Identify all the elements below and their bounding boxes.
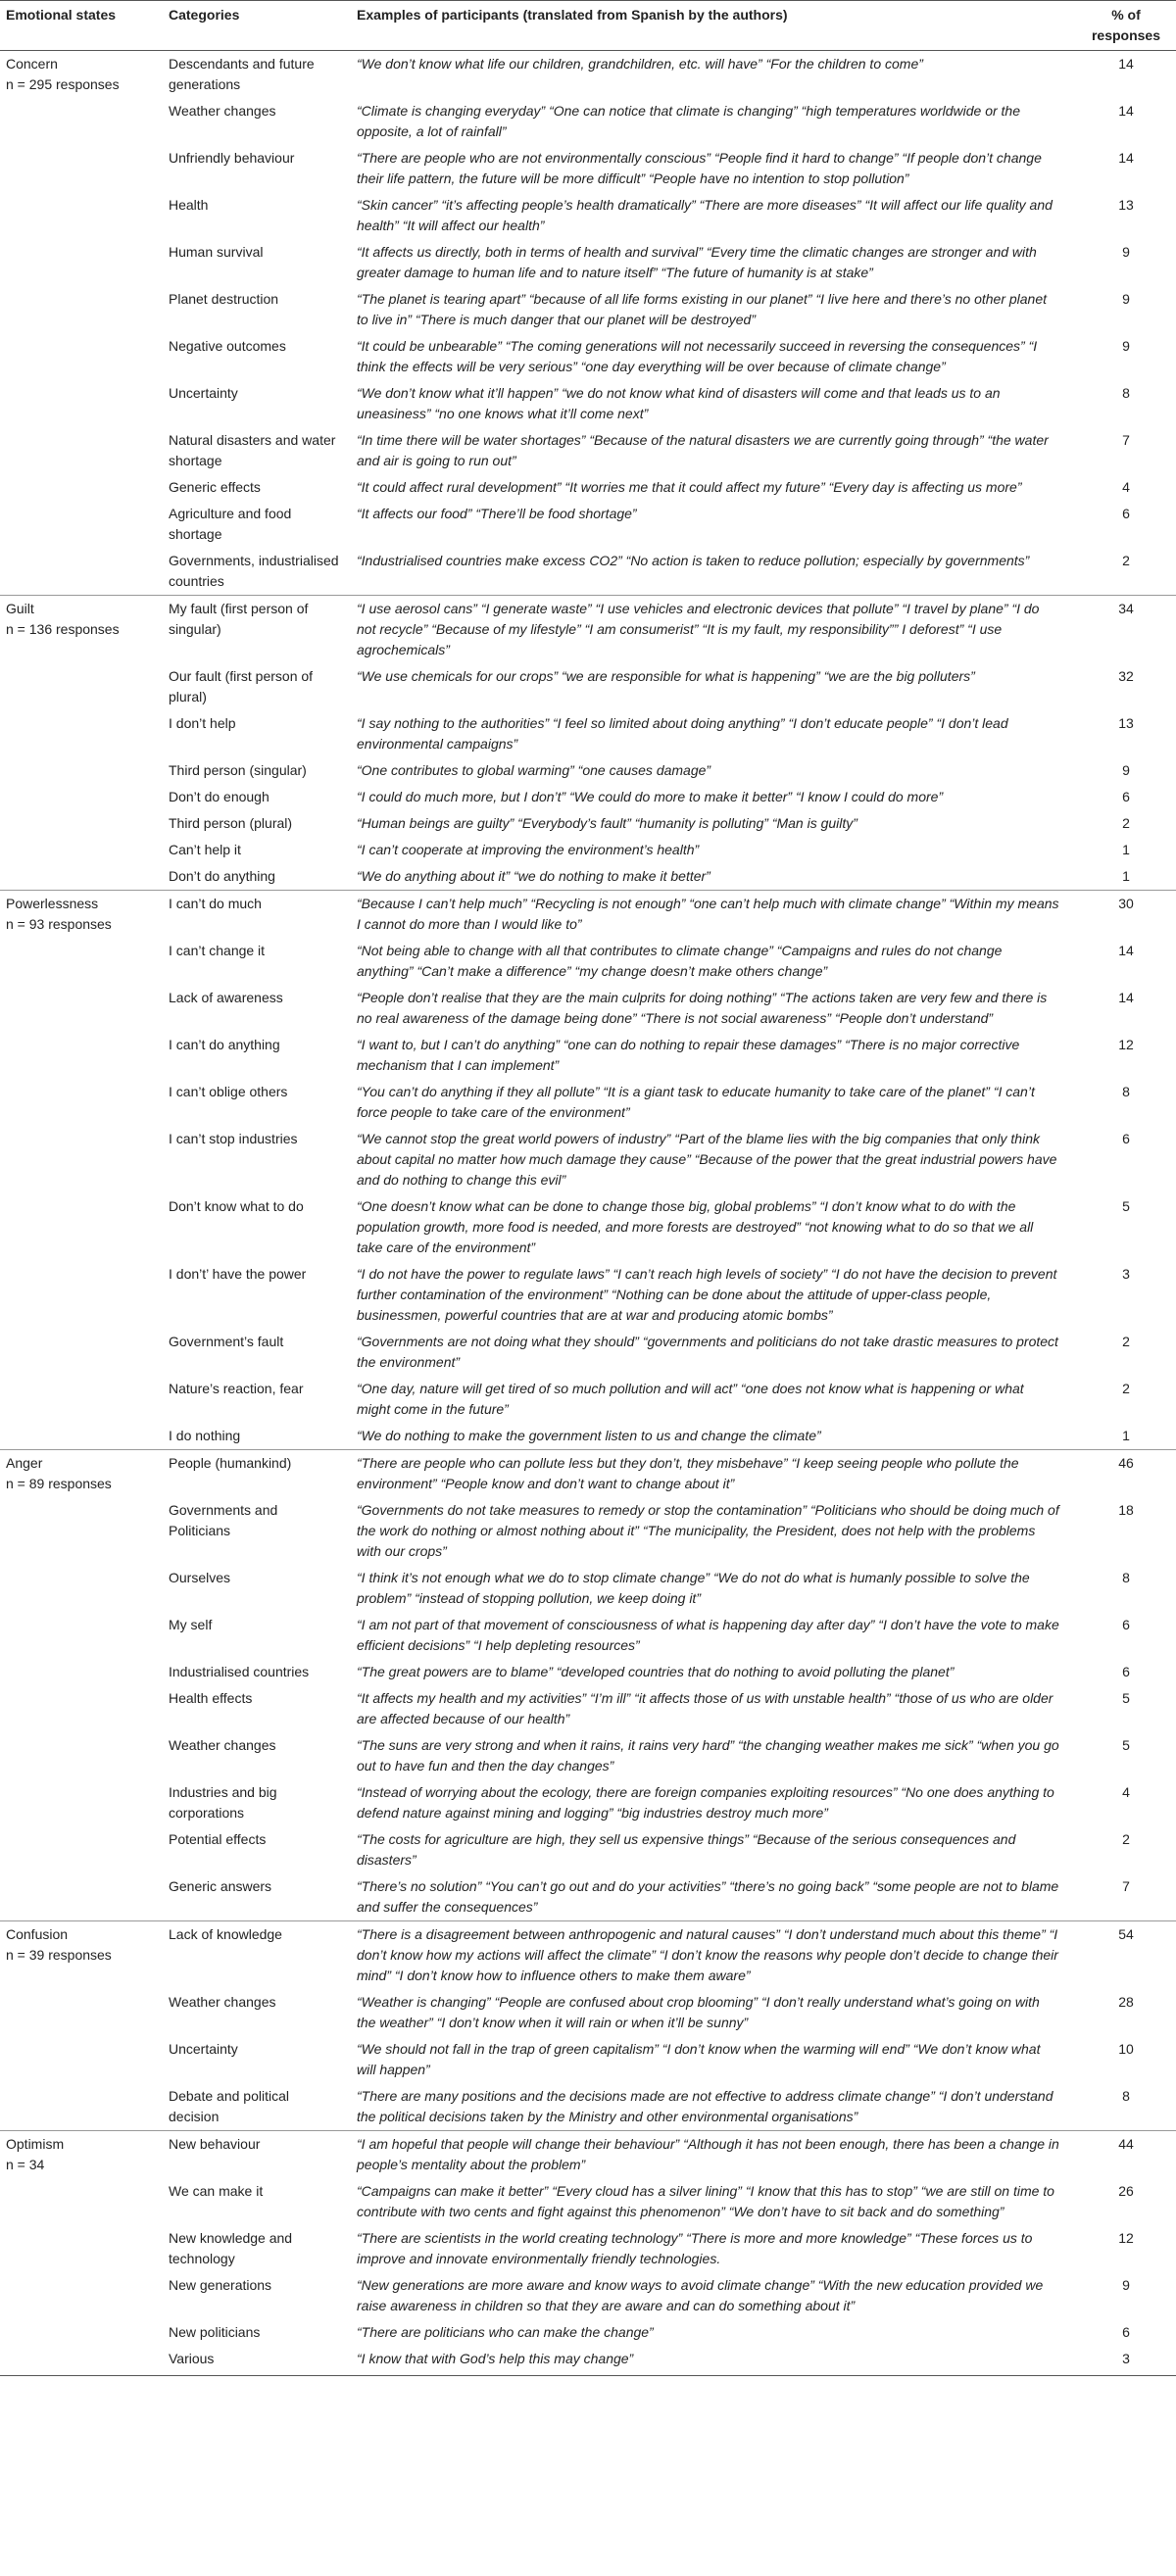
category-cell: Ourselves — [169, 1570, 231, 1585]
percent-responses-cell: 8 — [1122, 385, 1130, 401]
category-cell: Can’t help it — [169, 842, 241, 857]
percent-responses-cell: 2 — [1122, 815, 1130, 831]
percent-responses-cell: 4 — [1122, 479, 1130, 495]
emotional-state-cell — [0, 2319, 163, 2346]
emotional-state-cell — [0, 1921, 163, 1990]
emotional-state-cell — [0, 1873, 163, 1921]
emotional-state-count: n = 295 responses — [6, 76, 120, 92]
emotional-state-cell — [0, 145, 163, 192]
category-cell: Third person (plural) — [169, 815, 293, 831]
category-cell: We can make it — [169, 2183, 264, 2199]
emotional-state-name: Concern — [6, 56, 58, 72]
table-row — [0, 2083, 1176, 2131]
percent-responses-cell: 1 — [1122, 1428, 1130, 1443]
percent-responses-cell: 1 — [1122, 868, 1130, 884]
percent-responses-cell: 2 — [1122, 1831, 1130, 1847]
category-cell: I can’t do anything — [169, 1037, 280, 1052]
emotional-state-name: Powerlessness — [6, 896, 99, 911]
category-cell: I don’t’ have the power — [169, 1266, 307, 1282]
table-row — [0, 98, 1176, 145]
category-cell: Industries and big corporations — [169, 1784, 277, 1821]
category-cell: Potential effects — [169, 1831, 267, 1847]
percent-responses-cell: 46 — [1076, 1450, 1176, 1498]
category-cell: People (humankind) — [163, 1450, 351, 1498]
emotional-state-name: Confusion — [6, 1926, 69, 1942]
table-row — [0, 2272, 1176, 2319]
examples-cell: “I know that with God’s help this may change” — [351, 2346, 1076, 2376]
category-cell: Uncertainty — [169, 2041, 238, 2057]
examples-cell: “Governments do not take measures to remedy or stop the contamination” “Politicians who should be doing much of the work do nothing or almost nothing about it” “The municipality, the President, does not help with the problems with our crops” — [357, 1502, 1059, 1559]
percent-responses-cell: 5 — [1122, 1690, 1130, 1706]
emotional-state-cell — [0, 427, 163, 474]
category-cell: Planet destruction — [169, 291, 279, 307]
table-row — [0, 239, 1176, 286]
table-row — [0, 837, 1176, 863]
emotional-state-cell — [0, 1659, 163, 1685]
emotional-state-cell — [0, 985, 163, 1032]
percent-responses-cell: 2 — [1122, 1381, 1130, 1396]
emotional-state-count: n = 39 responses — [6, 1947, 112, 1963]
percent-responses-cell: 14 — [1118, 56, 1134, 72]
table-row — [0, 985, 1176, 1032]
emotional-state-cell — [0, 757, 163, 784]
table-row — [0, 1261, 1176, 1329]
percent-responses-cell: 54 — [1076, 1921, 1176, 1990]
table-row — [0, 863, 1176, 891]
emotional-state-count: n = 136 responses — [6, 621, 120, 637]
examples-cell: “I want to, but I can’t do anything” “one can do nothing to repair these damages” “There is no major corrective mechanism that I can implement” — [357, 1037, 1020, 1073]
emotional-state-cell — [0, 2178, 163, 2225]
percent-responses-cell: 9 — [1122, 2277, 1130, 2293]
percent-responses-cell: 8 — [1122, 1570, 1130, 1585]
emotional-state-cell — [0, 98, 163, 145]
emotional-state-cell — [0, 1376, 163, 1423]
category-cell: New politicians — [169, 2324, 261, 2340]
table-row — [0, 810, 1176, 837]
header-percent-responses — [1076, 1, 1176, 51]
category-cell: Health effects — [169, 1690, 253, 1706]
table-row — [0, 1126, 1176, 1193]
emotional-state-cell — [0, 2131, 163, 2179]
category-cell: New generations — [169, 2277, 272, 2293]
percent-responses-cell: 12 — [1118, 2230, 1134, 2246]
percent-responses-cell: 44 — [1076, 2131, 1176, 2179]
table-row — [0, 2319, 1176, 2346]
emotional-state-name: Anger — [6, 1455, 43, 1471]
percent-responses-cell: 5 — [1122, 1198, 1130, 1214]
percent-responses-cell: 3 — [1122, 1266, 1130, 1282]
emotional-state-count: n = 34 — [6, 2157, 45, 2172]
examples-cell: “I do not have the power to regulate laws” “I can’t reach high levels of society” “I do not have the decision to prevent further contamination of the environment” “Nothing can be done about the attitude of upper-class people, businessmen, powerful countries that are at war and producing atomic bombs” — [357, 1266, 1057, 1323]
percent-responses-cell: 7 — [1122, 1878, 1130, 1894]
category-cell: I do nothing — [169, 1428, 241, 1443]
examples-cell: “The suns are very strong and when it rains, it rains very hard” “the changing weather makes me sick” “when you go out to have fun and then the day changes” — [357, 1737, 1059, 1774]
table-row — [0, 1685, 1176, 1732]
table-row — [0, 1921, 1176, 1990]
category-cell: Unfriendly behaviour — [169, 150, 295, 166]
examples-cell: “The costs for agriculture are high, they sell us expensive things” “Because of the serious consequences and disasters” — [357, 1831, 1016, 1868]
emotional-state-cell — [0, 2346, 163, 2376]
table-row — [0, 1989, 1176, 2036]
table-row — [0, 784, 1176, 810]
emotional-state-cell — [0, 1732, 163, 1779]
emotional-state-cell — [0, 380, 163, 427]
examples-cell: “The planet is tearing apart” “because of all life forms existing in our planet” “I live here and there’s no other planet to live in” “There is much danger that our planet will be destroyed” — [357, 291, 1048, 327]
table-body — [0, 51, 1176, 2376]
category-cell: I can’t stop industries — [169, 1131, 298, 1146]
percent-responses-cell: 14 — [1118, 150, 1134, 166]
percent-responses-cell: 32 — [1118, 668, 1134, 684]
emotional-state-name: Optimism — [6, 2136, 65, 2152]
category-cell: Governments, industrialised countries — [169, 553, 339, 589]
table-row — [0, 1565, 1176, 1612]
table-row — [0, 1376, 1176, 1423]
category-cell: Our fault (first person of plural) — [169, 668, 314, 705]
examples-cell: “Skin cancer” “it’s affecting people’s health dramatically” “There are more diseases” “It will affect our life quality and health” “It will affect our health” — [357, 197, 1053, 233]
table-row — [0, 333, 1176, 380]
examples-cell: “I think it’s not enough what we do to stop climate change” “We do not do what is humanly possible to solve the problem” “instead of stopping pollution, we keep doing it” — [357, 1570, 1030, 1606]
emotional-state-cell — [0, 286, 163, 333]
category-cell: Nature’s reaction, fear — [169, 1381, 304, 1396]
emotional-state-cell — [0, 1032, 163, 1079]
category-cell: Weather changes — [169, 103, 276, 119]
examples-cell: “We don’t know what it’ll happen” “we do not know what kind of disasters will come and that leads us to an uneasiness” “no one knows what it’ll come next” — [357, 385, 1001, 421]
examples-cell: “We should not fall in the trap of green capitalism” “I don’t know when the warming will end” “We don’t know what will happen” — [357, 2041, 1041, 2077]
category-cell: Lack of awareness — [169, 990, 283, 1005]
table-row — [0, 1826, 1176, 1873]
percent-responses-cell: 9 — [1122, 244, 1130, 260]
category-cell: Natural disasters and water shortage — [169, 432, 336, 468]
examples-cell: “You can’t do anything if they all pollute” “It is a giant task to educate humanity to take care of the planet” “I can’t force people to take care of the environment” — [357, 1084, 1035, 1120]
emotional-state-cell — [0, 1497, 163, 1565]
percent-responses-cell: 6 — [1122, 789, 1130, 804]
examples-cell: “Human beings are guilty” “Everybody’s fault” “humanity is polluting” “Man is guilty” — [357, 815, 858, 831]
percent-responses-cell: 13 — [1118, 197, 1134, 213]
percent-responses-cell: 6 — [1122, 506, 1130, 521]
table-row — [0, 1873, 1176, 1921]
table-row — [0, 596, 1176, 664]
category-cell: Lack of knowledge — [163, 1921, 351, 1990]
category-cell: Generic effects — [169, 479, 261, 495]
examples-cell: “Climate is changing everyday” “One can notice that climate is changing” “high temperatures worldwide or the opposite, a lot of rainfall” — [357, 103, 1020, 139]
table-row — [0, 757, 1176, 784]
examples-cell: “We do anything about it” “we do nothing to make it better” — [357, 868, 710, 884]
category-cell: Uncertainty — [169, 385, 238, 401]
percent-responses-cell: 14 — [1118, 990, 1134, 1005]
emotional-state-cell — [0, 51, 163, 99]
emotional-state-count: n = 89 responses — [6, 1476, 112, 1491]
table-row — [0, 2131, 1176, 2179]
category-cell: Debate and political decision — [169, 2088, 289, 2124]
percent-responses-cell: 12 — [1118, 1037, 1134, 1052]
table-row — [0, 192, 1176, 239]
header-percent-line1: % of — [1111, 7, 1141, 23]
category-cell: Governments and Politicians — [169, 1502, 278, 1538]
emotional-state-cell — [0, 2083, 163, 2131]
table-row — [0, 474, 1176, 501]
table-row — [0, 1193, 1176, 1261]
category-cell: My fault (first person of singular) — [163, 596, 351, 664]
examples-cell: “Instead of worrying about the ecology, there are foreign companies exploiting resources” “No one does anything to defend nature against mining and logging” “big industries destroy much more” — [357, 1784, 1054, 1821]
percent-responses-cell: 6 — [1122, 1617, 1130, 1632]
examples-cell: “We cannot stop the great world powers of industry” “Part of the blame lies with the big companies that only think about capital no matter how much damage they cause” “Because of the power that the great industrial powers have and do nothing to change this evil” — [357, 1131, 1057, 1188]
percent-responses-cell: 9 — [1122, 338, 1130, 354]
table-row — [0, 1612, 1176, 1659]
percent-responses-cell: 2 — [1122, 553, 1130, 568]
examples-cell: “It affects us directly, both in terms of health and survival” “Every time the climatic changes are stronger and with greater damage to human life and to nature itself” “The future of humanity is at stake” — [357, 244, 1037, 280]
table-row — [0, 286, 1176, 333]
category-cell: I can’t do much — [163, 891, 351, 939]
table-row — [0, 380, 1176, 427]
percent-responses-cell: 14 — [1118, 103, 1134, 119]
emotional-state-cell — [0, 837, 163, 863]
category-cell: Human survival — [169, 244, 264, 260]
category-cell: Agriculture and food shortage — [169, 506, 292, 542]
examples-cell: “Campaigns can make it better” “Every cloud has a silver lining” “I know that this has to stop” “we are still on time to contribute with two cents and fight against this phenomenon” “We don’t have to sit back and do something” — [357, 2183, 1054, 2219]
percent-responses-cell: 5 — [1122, 1737, 1130, 1753]
examples-cell: “There are people who are not environmentally conscious” “People find it hard to change” “If people don’t change their life pattern, the future will be more difficult” “People have no intention to stop pollution” — [357, 150, 1042, 186]
emotional-state-cell — [0, 1079, 163, 1126]
table-row — [0, 51, 1176, 99]
emotional-state-cell — [0, 1685, 163, 1732]
emotional-state-cell — [0, 710, 163, 757]
emotional-state-cell — [0, 1329, 163, 1376]
examples-cell: “I use aerosol cans” “I generate waste” “I use vehicles and electronic devices that pollute” “I travel by plane” “I do not recycle” “Because of my lifestyle” “I am consumerist” “It is my fault, my responsibility”” I deforest” “I use agrochemicals” — [351, 596, 1076, 664]
emotional-state-cell — [0, 2272, 163, 2319]
table-row — [0, 891, 1176, 939]
category-cell: I don’t help — [169, 715, 236, 731]
examples-cell: “One doesn’t know what can be done to change those big, global problems” “I don’t know what to do with the population growth, more food is needed, and more forests are destroyed” “not knowing what to do so that we all take care of the environment” — [357, 1198, 1034, 1255]
emotional-state-cell — [0, 938, 163, 985]
category-cell: Generic answers — [169, 1878, 272, 1894]
emotional-state-cell — [0, 474, 163, 501]
table-row — [0, 2178, 1176, 2225]
table-row — [0, 1732, 1176, 1779]
percent-responses-cell: 6 — [1122, 1664, 1130, 1679]
emotional-state-cell — [0, 1450, 163, 1498]
table-row — [0, 938, 1176, 985]
percent-responses-cell: 3 — [1076, 2346, 1176, 2376]
table-row — [0, 1497, 1176, 1565]
table-row — [0, 1329, 1176, 1376]
examples-cell: “There are many positions and the decisions made are not effective to address climate change” “I don’t understand the political decisions taken by the Ministry and other environmental organisations” — [357, 2088, 1054, 2124]
emotional-state-cell — [0, 501, 163, 548]
table-row — [0, 145, 1176, 192]
emotional-state-cell — [0, 1989, 163, 2036]
category-cell: New knowledge and technology — [169, 2230, 293, 2266]
table-row — [0, 1079, 1176, 1126]
category-cell: New behaviour — [163, 2131, 351, 2179]
table-row — [0, 2036, 1176, 2083]
percent-responses-cell: 4 — [1122, 1784, 1130, 1800]
emotional-state-cell — [0, 784, 163, 810]
emotional-state-cell — [0, 333, 163, 380]
table-row — [0, 2225, 1176, 2272]
emotional-state-cell — [0, 663, 163, 710]
percent-responses-cell: 13 — [1118, 715, 1134, 731]
emotional-state-cell — [0, 1565, 163, 1612]
table-row — [0, 1032, 1176, 1079]
examples-cell: “I am not part of that movement of consciousness of what is happening day after day” “I don’t have the vote to make efficient decisions” “I help depleting resources” — [357, 1617, 1059, 1653]
emotional-state-cell — [0, 810, 163, 837]
examples-cell: “There are scientists in the world creating technology” “There is more and more knowledge” “These forces us to improve and innovate environmentally friendly technologies. — [357, 2230, 1033, 2266]
category-cell: Don’t do anything — [169, 868, 275, 884]
examples-cell: “There’s no solution” “You can’t go out and do your activities” “there’s no going back” “some people are not to blame and suffer the consequences” — [357, 1878, 1059, 1915]
emotional-state-cell — [0, 1779, 163, 1826]
percent-responses-cell: 10 — [1118, 2041, 1134, 2057]
category-cell: I can’t oblige others — [169, 1084, 288, 1099]
examples-cell: “I say nothing to the authorities” “I feel so limited about doing anything” “I don’t educate people” “I don’t lead environmental campaigns” — [357, 715, 1008, 752]
table-row — [0, 663, 1176, 710]
emotional-state-cell — [0, 1126, 163, 1193]
percent-responses-cell: 26 — [1118, 2183, 1134, 2199]
percent-responses-cell: 14 — [1118, 943, 1134, 958]
percent-responses-cell: 8 — [1122, 2088, 1130, 2104]
emotional-state-cell — [0, 1193, 163, 1261]
category-cell: Don’t know what to do — [169, 1198, 304, 1214]
percent-responses-cell: 30 — [1076, 891, 1176, 939]
category-cell: My self — [169, 1617, 213, 1632]
emotional-state-cell — [0, 239, 163, 286]
percent-responses-cell: 2 — [1122, 1334, 1130, 1349]
emotional-state-cell — [0, 596, 163, 664]
percent-responses-cell: 18 — [1118, 1502, 1134, 1518]
header-emotional-states: Emotional states — [0, 1, 163, 51]
percent-responses-cell: 7 — [1122, 432, 1130, 448]
examples-cell: “It affects my health and my activities” “I’m ill” “it affects those of us with unstable health” “those of us who are older are affected because of our health” — [357, 1690, 1054, 1726]
category-cell: Various — [163, 2346, 351, 2376]
examples-cell: “I could do much more, but I don’t” “We could do more to make it better” “I know I could do more” — [357, 789, 944, 804]
percent-responses-cell: 9 — [1122, 291, 1130, 307]
header-percent-line2: responses — [1091, 27, 1161, 43]
category-cell: Weather changes — [169, 1994, 276, 2010]
percent-responses-cell: 6 — [1122, 1131, 1130, 1146]
examples-cell: “Governments are not doing what they should” “governments and politicians do not take drastic measures to protect the environment” — [357, 1334, 1058, 1370]
examples-cell: “One day, nature will get tired of so much pollution and will act” “one does not know what is happening or what might come in the future” — [357, 1381, 1024, 1417]
examples-cell: “We don’t know what life our children, grandchildren, etc. will have” “For the children to come” — [357, 56, 923, 72]
examples-cell: “The great powers are to blame” “developed countries that do nothing to avoid polluting the planet” — [357, 1664, 955, 1679]
examples-cell: “Weather is changing” “People are confused about crop blooming” “I don’t really understand what’s going on with the weather” “I don’t know when it will rain or when it’ll be sunny” — [357, 1994, 1040, 2030]
emotional-state-cell — [0, 192, 163, 239]
category-cell: I can’t change it — [169, 943, 266, 958]
category-cell: Weather changes — [169, 1737, 276, 1753]
emotional-state-cell — [0, 863, 163, 891]
emotional-state-cell — [0, 2036, 163, 2083]
percent-responses-cell: 1 — [1122, 842, 1130, 857]
table-row — [0, 1659, 1176, 1685]
header-row — [0, 1, 1176, 51]
category-cell: Descendants and future generations — [169, 56, 315, 92]
examples-cell: “I can’t cooperate at improving the environment’s health” — [357, 842, 700, 857]
table-row — [0, 710, 1176, 757]
header-examples: Examples of participants (translated from Spanish by the authors) — [351, 1, 1076, 51]
examples-cell: “We do nothing to make the government listen to us and change the climate” — [357, 1428, 821, 1443]
percent-responses-cell: 9 — [1122, 762, 1130, 778]
category-cell: Don’t do enough — [169, 789, 270, 804]
examples-cell: “Industrialised countries make excess CO2” “No action is taken to reduce pollution; especially by governments” — [357, 553, 1030, 568]
emotional-state-cell — [0, 891, 163, 939]
percent-responses-cell: 6 — [1122, 2324, 1130, 2340]
examples-cell: “There are politicians who can make the change” — [357, 2324, 654, 2340]
emotional-state-cell — [0, 1423, 163, 1450]
examples-cell: “It affects our food” “There’ll be food shortage” — [357, 506, 637, 521]
percent-responses-cell: 28 — [1118, 1994, 1134, 2010]
category-cell: Government’s fault — [169, 1334, 284, 1349]
emotional-state-cell — [0, 1826, 163, 1873]
examples-cell: “Not being able to change with all that contributes to climate change” “Campaigns and rules do not change anything” “Can’t make a difference” “my change doesn’t make others change” — [357, 943, 1003, 979]
table-row — [0, 1423, 1176, 1450]
emotional-state-cell — [0, 2225, 163, 2272]
examples-cell: “In time there will be water shortages” “Because of the natural disasters we are currently going through” “the water and air is going to run out” — [357, 432, 1049, 468]
emotional-state-cell — [0, 1261, 163, 1329]
examples-cell: “New generations are more aware and know ways to avoid climate change” “With the new education provided we raise awareness in children so that they are aware and can do something about it” — [357, 2277, 1044, 2313]
percent-responses-cell: 8 — [1122, 1084, 1130, 1099]
table-row — [0, 501, 1176, 548]
examples-cell: “There is a disagreement between anthropogenic and natural causes” “I don’t understand much about this theme” “I don’t know how my actions will affect the climate” “I don’t know the reasons why people don’t decide to change their mind” “I don’t know how to influence others to make them aware” — [351, 1921, 1076, 1990]
table-row — [0, 1450, 1176, 1498]
emotional-state-name: Guilt — [6, 601, 34, 616]
examples-cell: “I am hopeful that people will change their behaviour” “Although it has not been enough, there has been a change in people’s mentality about the problem” — [351, 2131, 1076, 2179]
table-row — [0, 1779, 1176, 1826]
examples-cell: “There are people who can pollute less but they don’t, they misbehave” “I keep seeing people who pollute the environment” “People know and don’t want to change about it” — [351, 1450, 1076, 1498]
examples-cell: “We use chemicals for our crops” “we are responsible for what is happening” “we are the big polluters” — [357, 668, 975, 684]
category-cell: Third person (singular) — [169, 762, 307, 778]
percent-responses-cell: 34 — [1076, 596, 1176, 664]
examples-cell: “One contributes to global warming” “one causes damage” — [357, 762, 711, 778]
header-categories: Categories — [163, 1, 351, 51]
examples-cell: “It could be unbearable” “The coming generations will not necessarily succeed in reversing the consequences” “I think the effects will be very serious” “one day everything will be over because of climate change” — [357, 338, 1038, 374]
table-row — [0, 2346, 1176, 2376]
emotional-state-cell — [0, 1612, 163, 1659]
examples-cell: “It could affect rural development” “It worries me that it could affect my future” “Every day is affecting us more” — [357, 479, 1022, 495]
emotional-state-count: n = 93 responses — [6, 916, 112, 932]
examples-cell: “People don’t realise that they are the main culprits for doing nothing” “The actions taken are very few and there is no real awareness of the damage being done” “There is not social awareness” “People don’t understand” — [357, 990, 1048, 1026]
emotional-state-cell — [0, 548, 163, 596]
table-row — [0, 427, 1176, 474]
examples-cell: “Because I can’t help much” “Recycling is not enough” “one can’t help much with climate change” “Within my means I cannot do more than I would like to” — [351, 891, 1076, 939]
category-cell: Industrialised countries — [169, 1664, 310, 1679]
category-cell: Negative outcomes — [169, 338, 286, 354]
table-row — [0, 548, 1176, 596]
category-cell: Health — [169, 197, 209, 213]
